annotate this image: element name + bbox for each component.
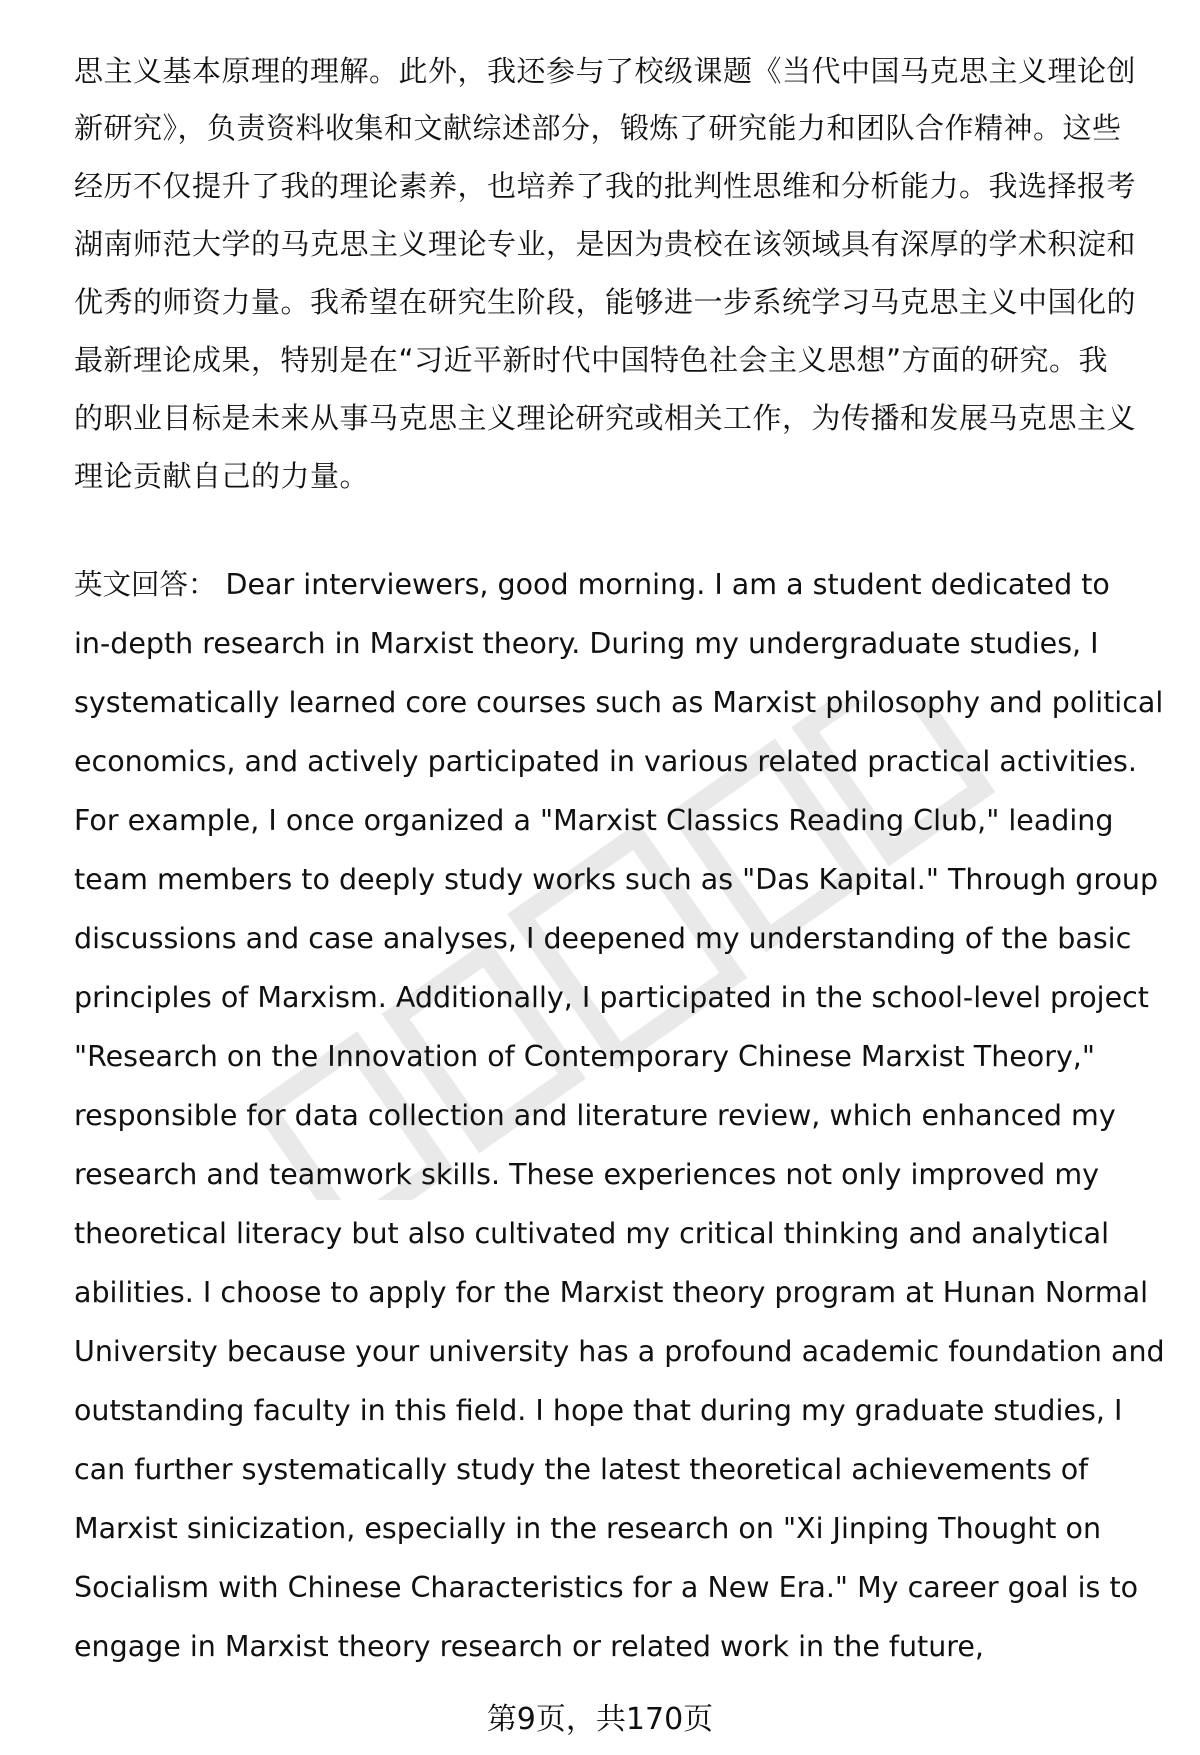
chinese-text-line: 最新理论成果，特别是在“习近平新时代中国特色社会主义思想”方面的研究。我 [74, 343, 1109, 377]
english-text-line: Socialism with Chinese Characteristics for a New Era." My career goal is to [74, 1571, 1139, 1604]
english-text-line: research and teamwork skills. These experiences not only improved my [74, 1158, 1099, 1191]
english-text-line: economics, and actively participated in various related practical activities. [74, 745, 1137, 778]
english-text-line: theoretical literacy but also cultivated my critical thinking and analytical [74, 1217, 1110, 1250]
english-text-line: principles of Marxism. Additionally, I participated in the school-level project [74, 981, 1149, 1014]
english-text-line: team members to deeply study works such as "Das Kapital." Through group [74, 863, 1159, 896]
english-text-line: in-depth research in Marxist theory. During my undergraduate studies, I [74, 627, 1099, 660]
chinese-text-line: 新研究》，负责资料收集和文献综述部分，锻炼了研究能力和团队合作精神。这些 [74, 111, 1122, 145]
english-text-line: discussions and case analyses, I deepened my understanding of the basic [74, 922, 1132, 955]
chinese-text-line: 思主义基本原理的理解。此外，我还参与了校级课题《当代中国马克思主义理论创 [74, 54, 1137, 88]
chinese-text-line: 优秀的师资力量。我希望在研究生阶段，能够进一步系统学习马克思主义中国化的 [74, 285, 1137, 319]
english-text-line: engage in Marxist theory research or related work in the future, [74, 1630, 984, 1663]
english-text-line: Marxist sinicization, especially in the research on "Xi Jinping Thought on [74, 1512, 1102, 1545]
english-text-line: can further systematically study the latest theoretical achievements of [74, 1453, 1089, 1486]
english-text-line: abilities. I choose to apply for the Marxist theory program at Hunan Normal [74, 1276, 1149, 1309]
english-text-line: systematically learned core courses such as Marxist philosophy and political [74, 686, 1164, 719]
english-text-line: outstanding faculty in this field. I hope that during my graduate studies, I [74, 1394, 1123, 1427]
english-text-line: "Research on the Innovation of Contemporary Chinese Marxist Theory," [74, 1040, 1095, 1073]
chinese-text-line: 经历不仅提升了我的理论素养，也培养了我的批判性思维和分析能力。我选择报考 [74, 169, 1137, 203]
page-indicator: 第9页，共170页 [486, 1702, 714, 1737]
chinese-text-line: 的职业目标是未来从事马克思主义理论研究或相关工作，为传播和发展马克思主义 [74, 401, 1137, 435]
chinese-text-line: 湖南师范大学的马克思主义理论专业，是因为贵校在该领域具有深厚的学术积淀和 [74, 227, 1137, 261]
english-text-line: 英文回答： Dear interviewers, good morning. I am a student dedicated to [74, 568, 1110, 601]
english-text-line: responsible for data collection and literature review, which enhanced my [74, 1099, 1116, 1132]
chinese-text-line: 理论贡献自己的力量。 [74, 459, 370, 493]
english-text-line: University because your university has a profound academic foundation and [74, 1335, 1165, 1368]
english-text-line: For example, I once organized a "Marxist Classics Reading Club," leading [74, 804, 1114, 837]
